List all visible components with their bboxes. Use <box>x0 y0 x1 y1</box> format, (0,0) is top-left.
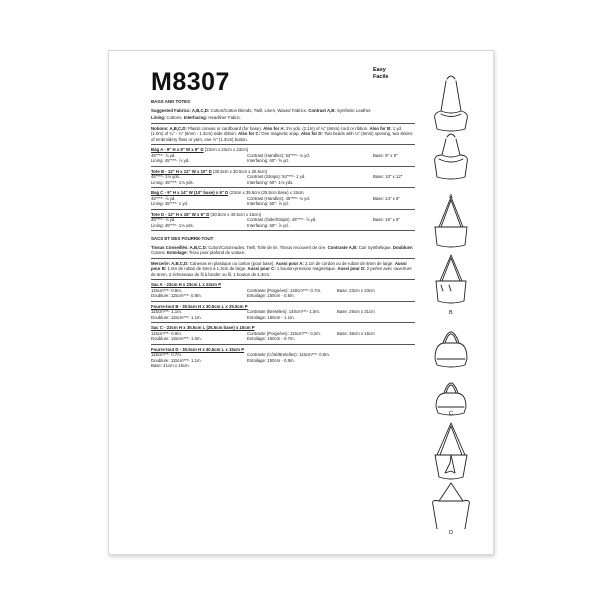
divider <box>151 230 415 231</box>
pattern-envelope-back <box>108 50 494 555</box>
view-d-fr: Fourre-tout D - 30.5cm H x 40.5cm L x 15cm P 115cm***- 0.7m. Contraste (Côté/Bretelles): 115cm***- 0.8m. Doublure: 115cm***- 1.1m. Entoilage: 150cm - 0.8m. Base: 41cm x 15cm <box>151 346 331 368</box>
view-b-drawing-1 <box>435 197 467 247</box>
divider <box>151 344 415 345</box>
view-a-drawing-1 <box>435 76 468 131</box>
divider <box>151 301 415 302</box>
view-a-fr: Sac A - 23cm H x 23cm L x 23cm P 115cm***- 0.8m. Contraste (Poignées): 140cm***- 0.7m. Base: 23cm x 23cm Doublure: 115cm***- 0.8m. Entoilage: 150cm - 0.8m. <box>151 282 375 298</box>
view-label-b: B <box>449 310 453 316</box>
difficulty-fr: Facile <box>373 73 389 80</box>
view-c-fr: Sac C - 23cm H x 35.5cm L (25.5cm base) x 15cm P 115cm***- 0.9m. Contraste (Poignées): 115cm***- 0.2m. Base: 36cm x 15cm Doublure: 115cm***- 1.0m. Entoilage: 150cm - 0.7m. <box>151 325 375 341</box>
tissus-conseilles: Tissus Conseillés: A,B,C,D: Coton/Cotonnades, Twill, Toile de lin, Tissus recouvert de cire. Contraste A,B: Cuir Synthétique. Doublure: Cotons. Entoilage: Tissu pour plafond de voiture. <box>151 244 414 255</box>
divider <box>151 258 415 259</box>
view-b-fr: Fourre-tout B - 30.5cm H x 30.5cm L x 25.5cm P 115cm***- 1.1m. Contraste (Bretelles): 140cm***- 1.0m. Base: 26cm x 31cm Doublure: 115cm***- 1.1m. Entoilage: 150cm - 1.1m. <box>151 303 375 320</box>
view-illustrations <box>421 59 481 529</box>
suggested-fabrics: Suggested Fabrics: A,B,C,D: Cotton/Cotton Blends, Twill, Linen, Waxed Fabrics. Contrast A,B: Synthetic Leather. <box>151 107 372 113</box>
view-label-c: C <box>449 411 453 417</box>
view-c-drawing-1 <box>435 332 467 367</box>
view-a-drawing-2 <box>435 134 468 179</box>
view-d-drawing-2 <box>433 483 470 529</box>
view-d-drawing-1 <box>435 423 467 479</box>
view-a-en: Bag A - 9" H x 9" W x 9" D (23cm x 23cm x 23cm) 45"***- ⅞ yd. Contrast (Handles): 54"***- ⅛ yd. Base: 9" x 9" Lining: 45"***- ⅞ yd. Interfacing: 60"- ⅝ yd. <box>151 147 398 163</box>
difficulty <box>373 67 389 80</box>
difficulty-en: Easy <box>373 67 386 73</box>
view-label-a: A <box>449 194 453 200</box>
divider <box>151 279 415 280</box>
section-heading-en: BAGS AND TOTES <box>151 99 191 104</box>
view-c-en: Bag C - 9" H x 14" W (10" base) x 6" D (23cm x 35.5cm (25.5cm base) x 15cm 45"***- ⅞ yd. Contrast (Handles): 45"***- ⅛ yd. Base: 14" x 6" Lining: 45"***- 1 yd. Interfacing: 60"- ⅞ yd. <box>151 190 400 206</box>
view-d-en: Tote D - 12" H x 16" W x 6" D (30.5cm x 40.5cm x 15cm) 45"***- ⅞ yd. Contrast (Side/Straps): 45"***- ⅞ yd. Base: 16" x 6" Lining: 45"***- 1⅛ yds. Interfacing: 60"- ⅞ yd. <box>151 211 400 228</box>
pattern-number: M8307 <box>151 68 230 96</box>
divider <box>151 123 415 124</box>
divider <box>151 209 415 210</box>
view-b-drawing-2 <box>436 255 466 303</box>
divider <box>151 144 415 145</box>
section-heading-fr: SACS ET DES FOURRE-TOUT <box>151 236 214 241</box>
divider <box>151 322 415 323</box>
lining-interfacing: Lining: Cottons. Interfacing: Headliner Fabric. <box>151 115 242 120</box>
divider <box>151 187 415 188</box>
mercerie: Mercerie: A,B,C,D: Canevas en plastique ou carton (pour base). Aussi pour A: 2.1m de cordon ou de ruban de 6mm de large. Aussi pour B: 1.0m de ruban de 6mm à 1.3cm de large. Aussi pour C: 1 bouton-pression magnétique. Aussi pour D: 2 perles avec ouverture de 6mm, 2 écheveaux de fil à broder ou fil, 1 bouton de 1.3cm. <box>151 260 412 277</box>
notions: Notions: A,B,C,D: Plastic canvas or cardboard (for base). Also for A: 2¾ yds. (2.1m) of ¼" (6mm) cord or ribbon. Also for B: 1 yd. (1.0m) of ¼" - ½" (6mm - 1.3cm) wide ribbon. Also for C: One magnetic snap. Also for D: Two beads with ¼" (6mm) opening, two skeins of embroidery floss or yarn, one ½" (1.3cm) button. <box>151 125 413 142</box>
view-b-en: Tote B - 12" H x 12" W x 10" D (30.5cm x 30.5cm x 25.5cm) 45"***- 1⅛ yds. Contrast (Straps): 54"***- 1 yd. Base: 10" x 12" Lining: 45"***- 1⅛ yds. Interfacing: 60"- 1⅛ yds. <box>151 168 403 185</box>
view-label-d: D <box>449 530 453 536</box>
divider <box>151 166 415 167</box>
fabric-chart <box>151 99 415 369</box>
